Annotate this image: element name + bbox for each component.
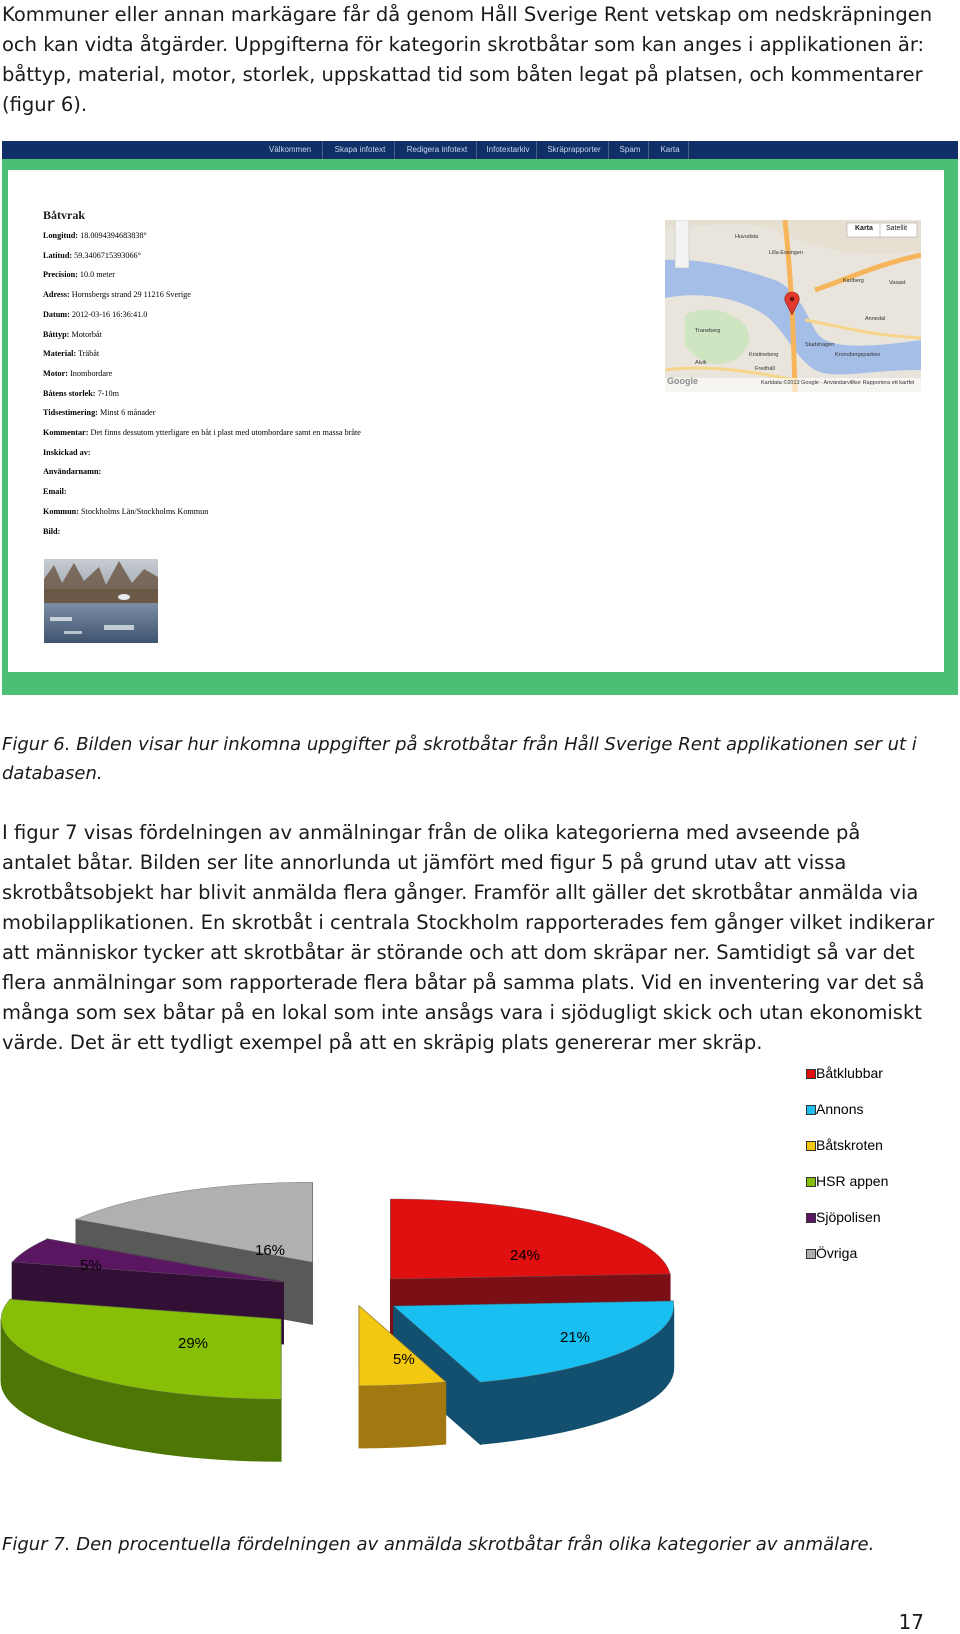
figure-7-pie-chart [0, 1065, 960, 1500]
legend-swatch [806, 1069, 816, 1079]
record-panel [8, 170, 944, 672]
figure-7-caption: Figur 7. Den procentuella fördelningen av anmälda skrotbåtar från olika kategorier av anmälare. [2, 1534, 875, 1555]
legend-label: Sjöpolisen [816, 1209, 881, 1225]
location-map [665, 220, 921, 392]
record-field [43, 369, 112, 378]
field-value: Träbåt [76, 349, 100, 359]
map-place-label: Fredhäll [755, 366, 775, 372]
pie-data-label: 5% [80, 1257, 102, 1274]
field-value: 59.3406715393066° [72, 250, 141, 260]
field-value: Motorbåt [69, 329, 102, 339]
nav-item[interactable]: Skapa infotext [326, 141, 395, 159]
figure-6-screenshot [2, 141, 958, 695]
field-label: Motor: [43, 368, 69, 378]
body-line: flera anmälningar som rapporterade flera båtar på samma plats. Vid en inventering var det så [2, 971, 925, 994]
field-label: Bild: [43, 526, 61, 536]
field-label: Latitud: [43, 250, 73, 260]
legend-label: Båtskroten [816, 1137, 883, 1153]
record-title: Båtvrak [43, 208, 85, 222]
page-number: 17 [898, 1610, 924, 1634]
record-field [43, 330, 102, 339]
field-value: Hornsbergs strand 29 11216 Sverige [69, 290, 191, 300]
body-line: värde. Det är ett tydligt exempel på att en skräpig plats genererar mer skräp. [2, 1031, 763, 1054]
field-value: 2012-03-16 16:36:41.0 [69, 309, 148, 319]
body-line: många som sex båtar på en lokal som inte ansågs vara i sjödugligt skick och utan ekonomiskt [2, 1001, 922, 1024]
field-label: Adress: [43, 290, 70, 300]
record-field [43, 467, 101, 476]
field-value: Inombordare [68, 368, 113, 378]
nav-item[interactable]: Välkommen [258, 141, 323, 159]
body-line: I figur 7 visas fördelningen av anmälningar från de olika kategorierna med avseende på [2, 821, 861, 844]
map-graphic [665, 220, 921, 392]
intro-line: Kommuner eller annan markägare får då genom Håll Sverige Rent vetskap om nedskräpningen [2, 3, 933, 26]
record-field [43, 487, 67, 496]
legend-swatch [806, 1213, 816, 1223]
pie-slice-b-tklubbar [391, 1199, 670, 1279]
field-label: Inskickad av: [43, 447, 91, 457]
field-label: Tidsestimering: [43, 408, 98, 418]
record-field [43, 448, 91, 457]
field-label: Användarnamn: [43, 467, 102, 477]
body-line: mobilapplikationen. En skrotbåt i centrala Stockholm rapporterades fem gånger vilket indikerar [2, 911, 935, 934]
map-place-label: Karlberg [843, 278, 864, 284]
map-place-label: Lilla Essingen [769, 250, 803, 256]
body-line: antalet båtar. Bilden ser lite annorlunda ut jämfört med figur 5 på grund utav att vissa [2, 851, 847, 874]
record-field [43, 507, 208, 516]
nav-item[interactable]: Infotextarkiv [480, 141, 537, 159]
field-label: Båttyp: [43, 329, 70, 339]
field-value: Minst 6 månader [97, 408, 156, 418]
map-place-label: Kristineberg [749, 352, 779, 358]
map-type-button[interactable]: Karta [855, 225, 873, 232]
nav-item[interactable]: Spam [612, 141, 649, 159]
field-label: Material: [43, 349, 77, 359]
map-footer: Kartdata ©2013 Google - Användarvillkor Rapportera ett kartfel [761, 380, 915, 386]
field-label: Datum: [43, 309, 70, 319]
legend-label: Annons [816, 1101, 864, 1117]
legend-label: Övriga [816, 1245, 858, 1261]
pie-data-label: 29% [178, 1335, 209, 1352]
field-value: Stockholms Län/Stockholms Kommun [78, 506, 209, 516]
pie-data-label: 24% [510, 1247, 541, 1264]
legend-label: Båtklubbar [816, 1065, 883, 1081]
legend-swatch [806, 1105, 816, 1115]
record-field [43, 251, 141, 260]
field-value: Det finns dessutom ytterligare en båt i plast med utombordare samt en massa bråte [88, 428, 361, 437]
satellite-button[interactable]: Satellit [886, 225, 908, 232]
boat-photo [44, 559, 158, 643]
map-place-label: Vasast [889, 280, 906, 286]
record-field [43, 310, 147, 319]
nav-item[interactable]: Karta [652, 141, 689, 159]
record-field [43, 428, 361, 437]
admin-nav-bar [2, 141, 958, 159]
pie-chart-svg [0, 1070, 960, 1500]
record-field [43, 389, 119, 398]
map-place-label: Annedal [865, 316, 886, 322]
intro-line: båttyp, material, motor, storlek, uppskattad tid som båten legat på platsen, och kommentarer [2, 63, 923, 86]
field-value: 10.0 meter [77, 270, 115, 280]
field-value: 18.0094394683838° [78, 231, 147, 240]
field-value: 7-10m [95, 388, 119, 398]
map-place-label: Traneberg [695, 328, 721, 334]
map-place-label: Alvik [695, 360, 707, 366]
pie-slice-side [359, 1382, 446, 1448]
figure-6-caption: Figur 6. Bilden visar hur inkomna uppgifter på skrotbåtar från Håll Sverige Rent applikationen ser ut i databasen. [2, 734, 917, 784]
record-field [43, 527, 60, 536]
record-field [43, 290, 191, 299]
pie-data-label: 5% [393, 1351, 415, 1368]
nav-item[interactable]: Skräprapporter [540, 141, 609, 159]
record-field [43, 231, 147, 240]
nav-item[interactable]: Redigera infotext [398, 141, 477, 159]
photo-graphic [44, 559, 158, 643]
intro-paragraph [2, 0, 952, 120]
field-label: Precision: [43, 270, 78, 280]
google-logo: Google [667, 376, 698, 386]
legend-label: HSR appen [816, 1173, 889, 1189]
intro-line: (figur 6). [2, 93, 88, 116]
pie-data-label: 21% [560, 1329, 591, 1346]
field-label: Båtens storlek: [43, 388, 96, 398]
map-place-label: Huvudsta [735, 234, 759, 240]
map-place-label: Kronobergsparken [835, 352, 881, 358]
record-field [43, 408, 155, 417]
legend-swatch [806, 1141, 816, 1151]
map-place-label: Stadshagen [805, 342, 835, 348]
field-label: Kommun: [43, 506, 79, 516]
body-line: skrotbåtsobjekt har blivit anmälda flera gånger. Framför allt gäller det skrotbåtar anmälda via [2, 881, 919, 904]
pie-data-label: 16% [255, 1242, 286, 1259]
field-label: Kommentar: [43, 428, 89, 437]
record-field [43, 270, 115, 279]
record-field [43, 349, 99, 358]
legend-swatch [806, 1177, 816, 1187]
legend-swatch [806, 1249, 816, 1259]
body-line: att människor tycker att skrotbåtar är störande och att dom skräpar ner. Samtidigt så var det [2, 941, 915, 964]
intro-line: och kan vidta åtgärder. Uppgifterna för kategorin skrotbåtar som kan anges i applikationen är: [2, 33, 925, 56]
body-paragraph [2, 818, 952, 1058]
field-label: Longitud: [43, 231, 79, 240]
field-label: Email: [43, 487, 67, 497]
